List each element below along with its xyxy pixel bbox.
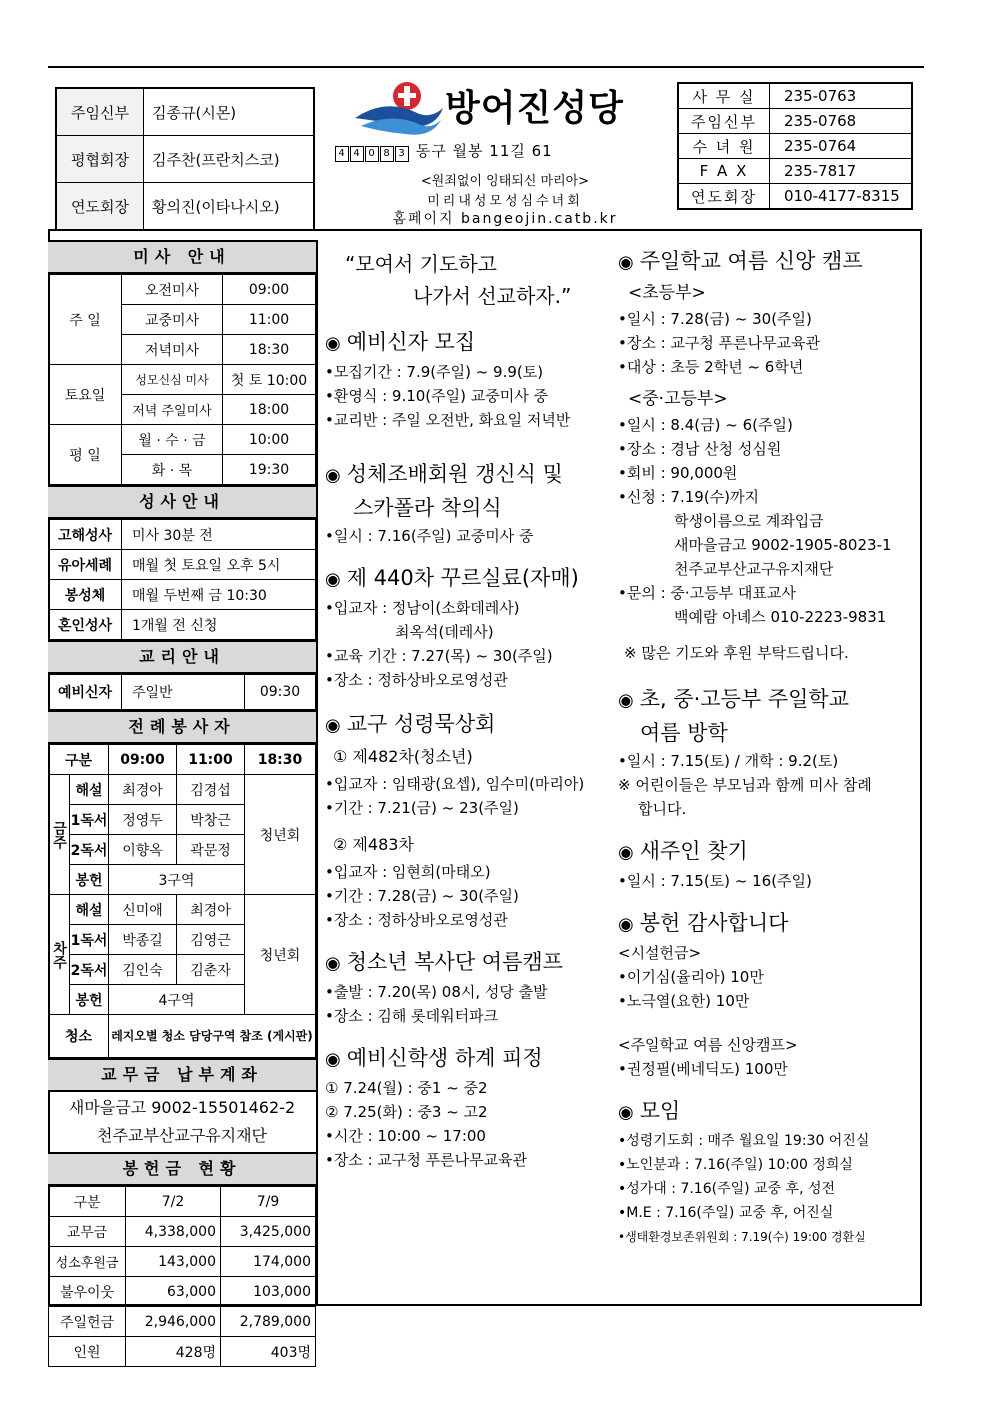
- offer-zone: 4구역: [109, 985, 245, 1015]
- street-address: 동구 월봉 11길 61: [415, 142, 553, 160]
- servers-header: 11:00: [177, 745, 245, 775]
- contact-value: 235-0763: [770, 83, 913, 109]
- clean-label: 청소: [49, 1015, 109, 1058]
- doctrine-time: 09:30: [245, 675, 316, 710]
- text-line: •기간 : 7.28(금) ~ 30(주일): [325, 887, 519, 905]
- server-name: 김춘자: [177, 955, 245, 985]
- bullet-icon: ◉: [325, 1049, 341, 1070]
- text-line: •신청 : 7.19(수)까지: [618, 488, 759, 506]
- text-line: ※ 어린이들은 부모님과 함께 미사 참례: [618, 776, 872, 794]
- server-name: 정영두: [109, 805, 177, 835]
- evening-server: 청년회: [245, 775, 316, 895]
- text-line: <시설헌금>: [618, 944, 702, 962]
- mass-time: 19:30: [223, 455, 316, 485]
- offering-value: 143,000: [126, 1247, 221, 1277]
- text-line: •환영식 : 9.10(주일) 교중미사 중: [325, 387, 548, 405]
- offering-value: 403명: [221, 1337, 316, 1367]
- sacrament-value: 매월 첫 토요일 오후 5시: [122, 550, 316, 580]
- bullet-icon: ◉: [325, 465, 341, 486]
- sacrament-value: 미사 30분 전: [122, 520, 316, 550]
- server-name: 박종길: [109, 925, 177, 955]
- text-line: •문의 : 중·고등부 대표교사: [618, 584, 796, 602]
- offering-label: 불우이웃: [49, 1277, 126, 1307]
- mass-time: 11:00: [223, 305, 316, 335]
- heading-text: 스카폴라 착의식: [353, 496, 502, 520]
- evening-server: 청년회: [245, 895, 316, 1015]
- text-line: •교육 기간 : 7.27(목) ~ 30(주일): [325, 647, 553, 665]
- text-line: 백예람 아녜스 010-2223-9831: [674, 608, 887, 626]
- servers-table: [48, 744, 316, 1058]
- server-name: 이향옥: [109, 835, 177, 865]
- server-name: 박창근: [177, 805, 245, 835]
- text-line: •장소 : 교구청 푸른나무교육관: [325, 1151, 528, 1169]
- bullet-icon: ◉: [325, 715, 341, 736]
- sacrament-label: 혼인성사: [49, 610, 122, 640]
- doctrine-label: 예비신자: [49, 675, 122, 710]
- sacrament-label: 고해성사: [49, 520, 122, 550]
- server-role: 봉헌: [70, 865, 109, 895]
- account-info: [48, 1092, 316, 1152]
- staff-label: 주임신부: [56, 88, 144, 136]
- text-line: •성가대 : 7.16(주일) 교중 후, 성전: [618, 1181, 836, 1197]
- text-line: •일시 : 7.15(토) ~ 16(주일): [618, 872, 812, 890]
- section-heading: [325, 708, 613, 742]
- offering-header: 7/9: [221, 1187, 316, 1217]
- staff-label: 평협회장: [56, 136, 144, 183]
- sub-heading: ① 제482차(청소년): [333, 747, 473, 766]
- contact-label: 수 녀 원: [678, 134, 770, 159]
- server-name: 최경아: [109, 775, 177, 805]
- text-line: ② 7.25(화) : 중3 ~ 고2: [325, 1103, 488, 1121]
- sub-heading: <초등부>: [628, 283, 706, 303]
- offering-label: 성소후원금: [49, 1247, 126, 1277]
- top-rule: [48, 66, 924, 68]
- bullet-icon: ◉: [325, 333, 341, 354]
- bullet-icon: ◉: [325, 569, 341, 590]
- sunday-label: 주 일: [49, 275, 122, 365]
- server-role: 2독서: [70, 955, 109, 985]
- mass-title: 미사 안내: [48, 240, 316, 274]
- sacraments-title: 성사안내: [48, 485, 316, 519]
- server-role: 2독서: [70, 835, 109, 865]
- bullet-icon: ◉: [618, 690, 634, 711]
- text-line: •일시 : 8.4(금) ~ 6(주일): [618, 416, 793, 434]
- mass-time: 10:00: [223, 425, 316, 455]
- server-role: 봉헌: [70, 985, 109, 1015]
- zip-digit: 8: [380, 146, 394, 162]
- server-name: 김영근: [177, 925, 245, 955]
- staff-value: 김종규(시몬): [144, 88, 315, 136]
- offering-value: 63,000: [126, 1277, 221, 1307]
- offering-label: 주일헌금: [49, 1307, 126, 1337]
- offering-header: 구분: [49, 1187, 126, 1217]
- clean-text: 레지오별 청소 담당구역 참조 (게시판): [109, 1015, 316, 1058]
- text-line: •생태환경보존위원회 : 7.19(수) 19:00 경환실: [618, 1230, 866, 1244]
- mass-table: [48, 274, 316, 485]
- server-name: 곽문정: [177, 835, 245, 865]
- text-line: •성령기도회 : 매주 월요일 19:30 어진실: [618, 1133, 870, 1149]
- section-heading: [618, 835, 918, 869]
- staff-table: [55, 87, 315, 231]
- text-line: •입교자 : 임현희(마태오): [325, 863, 491, 881]
- heading-text: 청소년 복사단 여름캠프: [346, 950, 563, 974]
- motto-line: <원죄없이 잉태되신 마리아>: [420, 174, 590, 189]
- offering-value: 174,000: [221, 1247, 316, 1277]
- text-line: •일시 : 7.15(토) / 개학 : 9.2(토): [618, 752, 839, 770]
- mass-name: 저녁미사: [122, 335, 223, 365]
- server-name: 신미애: [109, 895, 177, 925]
- sacrament-value: 매월 두번째 금 10:30: [122, 580, 316, 610]
- next-week-label: 차주: [49, 895, 70, 1015]
- text-line: •장소 : 김해 롯데워터파크: [325, 1007, 499, 1025]
- server-role: 1독서: [70, 925, 109, 955]
- text-line: •권정필(베네딕도) 100만: [618, 1060, 788, 1078]
- heading-text: 예비신자 모집: [346, 330, 476, 354]
- heading-text: 초, 중·고등부 주일학교: [639, 687, 849, 711]
- contact-table: [677, 82, 913, 210]
- contact-value: 010-4177-8315: [770, 184, 913, 210]
- heading-text: 제 440차 꾸르실료(자매): [346, 566, 579, 590]
- contact-label: 사 무 실: [678, 83, 770, 109]
- section-heading: [618, 907, 918, 941]
- server-name: 최경아: [177, 895, 245, 925]
- servers-header: 구분: [49, 745, 109, 775]
- text-line: •대상 : 초등 2학년 ~ 6학년: [618, 358, 804, 376]
- sacrament-label: 유아세례: [49, 550, 122, 580]
- section-heading: [325, 562, 613, 596]
- text-line: •기간 : 7.21(금) ~ 23(주일): [325, 799, 519, 817]
- servers-header: 18:30: [245, 745, 316, 775]
- bullet-icon: ◉: [618, 252, 634, 273]
- bullet-icon: ◉: [618, 842, 634, 863]
- server-role: 해설: [70, 775, 109, 805]
- text-line: •회비 : 90,000원: [618, 464, 738, 482]
- heading-text: 주일학교 여름 신앙 캠프: [639, 249, 863, 273]
- section-heading: [325, 458, 613, 492]
- homepage-link[interactable]: 홈페이지 bangeojin.catb.kr: [392, 211, 618, 227]
- mass-time: 09:00: [223, 275, 316, 305]
- text-line: •모집기간 : 7.9(주일) ~ 9.9(토): [325, 363, 544, 381]
- address: [335, 140, 655, 162]
- text-line: •노인분과 : 7.16(주일) 10:00 정희실: [618, 1157, 853, 1173]
- zip-digit: 3: [395, 146, 409, 162]
- zip-digit: 4: [350, 146, 364, 162]
- section-heading: [618, 245, 918, 279]
- staff-value: 황의진(이타나시오): [144, 183, 315, 231]
- mass-name: 성모신심 미사: [122, 365, 223, 395]
- heading-text: 새주인 찾기: [639, 839, 748, 863]
- section-heading: [325, 326, 613, 360]
- heading-text: 봉헌 감사합니다: [639, 911, 789, 935]
- mass-name: 월 · 수 · 금: [122, 425, 223, 455]
- heading-text: 여름 방학: [640, 721, 728, 745]
- contact-value: 235-0768: [770, 109, 913, 134]
- server-name: 김경섭: [177, 775, 245, 805]
- server-name: 김인숙: [109, 955, 177, 985]
- zip-digit: 4: [335, 146, 349, 162]
- text-line: 새마을금고 9002-1905-8023-1: [674, 536, 892, 554]
- mass-name: 오전미사: [122, 275, 223, 305]
- contact-label: F A X: [678, 159, 770, 184]
- bullet-icon: ◉: [618, 1102, 634, 1123]
- text-line: •M.E : 7.16(주일) 교중 후, 어진실: [618, 1205, 834, 1221]
- text-line: •입교자 : 임태광(요셉), 임수미(마리아): [325, 775, 585, 793]
- text-line: •장소 : 경남 산청 성심원: [618, 440, 782, 458]
- account-holder: 천주교부산교구유지재단: [96, 1126, 268, 1145]
- zip-code: [335, 142, 410, 162]
- sacrament-label: 봉성체: [49, 580, 122, 610]
- text-line: •시간 : 10:00 ~ 17:00: [325, 1127, 486, 1145]
- offering-value: 103,000: [221, 1277, 316, 1307]
- sacrament-value: 1개월 전 신청: [122, 610, 316, 640]
- text-line: •장소 : 정하상바오로영성관: [325, 671, 508, 689]
- section-heading: [618, 683, 918, 717]
- section-heading: [618, 1095, 918, 1129]
- doctrine-table: [48, 674, 316, 710]
- text-line: 천주교부산교구유지재단: [674, 560, 834, 578]
- section-heading: [325, 946, 613, 980]
- contact-label: 연도회장: [678, 184, 770, 210]
- sacraments-table: [48, 519, 316, 640]
- server-role: 1독서: [70, 805, 109, 835]
- offering-label: 교무금: [49, 1217, 126, 1247]
- offering-header: 7/2: [126, 1187, 221, 1217]
- text-line: 최옥석(데레사): [395, 623, 494, 641]
- bullet-icon: ◉: [325, 953, 341, 974]
- text-line: •교리반 : 주일 오전반, 화요일 저녁반: [325, 411, 571, 429]
- servers-header: 09:00: [109, 745, 177, 775]
- doctrine-title: 교리안내: [48, 640, 316, 674]
- offering-value: 2,946,000: [126, 1307, 221, 1337]
- server-role: 해설: [70, 895, 109, 925]
- church-name: 방어진성당: [445, 88, 624, 129]
- text-line: 학생이름으로 계좌입금: [674, 512, 824, 530]
- offer-zone: 3구역: [109, 865, 245, 895]
- weekday-label: 평 일: [49, 425, 122, 485]
- offering-value: 2,789,000: [221, 1307, 316, 1337]
- offering-value: 4,338,000: [126, 1217, 221, 1247]
- heading-text: 성체조배회원 갱신식 및: [346, 462, 563, 486]
- text-line: •이기심(율리아) 10만: [618, 968, 764, 986]
- text-line: •노극열(요한) 10만: [618, 992, 750, 1010]
- quote-line: “모여서 기도하고: [345, 252, 497, 276]
- text-line: •장소 : 정하상바오로영성관: [325, 911, 508, 929]
- quote-line: 나가서 선교하자.”: [413, 284, 572, 308]
- middle-column: [325, 248, 613, 1172]
- offering-value: 428명: [126, 1337, 221, 1367]
- text-line: 합니다.: [638, 800, 687, 818]
- offering-table: [48, 1186, 316, 1367]
- contact-value: 235-0764: [770, 134, 913, 159]
- section-heading: [325, 1042, 613, 1076]
- text-line: •일시 : 7.28(금) ~ 30(주일): [618, 310, 812, 328]
- servers-title: 전례봉사자: [48, 710, 316, 744]
- right-column: [618, 243, 918, 1249]
- text-line: •일시 : 7.16(주일) 교중미사 중: [325, 527, 534, 545]
- zip-digit: 0: [365, 146, 379, 162]
- text-line: •출발 : 7.20(목) 08시, 성당 출발: [325, 983, 548, 1001]
- mass-time: 18:30: [223, 335, 316, 365]
- text-line: •장소 : 교구청 푸른나무교육관: [618, 334, 821, 352]
- mass-time: 18:00: [223, 395, 316, 425]
- motto-line: 미리내성모성심수녀회: [427, 194, 583, 209]
- account-title: 교무금 납부계좌: [48, 1058, 316, 1092]
- offering-label: 인원: [49, 1337, 126, 1367]
- saturday-label: 토요일: [49, 365, 122, 425]
- heading-text: 예비신학생 하계 피정: [346, 1046, 543, 1070]
- heading-text: 교구 성령묵상회: [346, 712, 496, 736]
- sub-heading: <중·고등부>: [628, 389, 728, 409]
- contact-value: 235-7817: [770, 159, 913, 184]
- staff-value: 김주찬(프란치스코): [144, 136, 315, 183]
- left-column: [48, 240, 318, 1361]
- doctrine-name: 주일반: [122, 675, 245, 710]
- bullet-icon: ◉: [618, 914, 634, 935]
- this-week-label: 금주: [49, 775, 70, 895]
- account-number: 새마을금고 9002-15501462-2: [68, 1098, 296, 1117]
- mass-name: 교중미사: [122, 305, 223, 335]
- staff-label: 연도회장: [56, 183, 144, 231]
- sub-heading: ② 제483차: [333, 835, 414, 854]
- offering-title: 봉헌금 현황: [48, 1152, 316, 1186]
- heading-text: 모임: [639, 1099, 681, 1123]
- text-line: ① 7.24(월) : 중1 ~ 중2: [325, 1079, 488, 1097]
- text-line: <주일학교 여름 신앙캠프>: [618, 1036, 798, 1054]
- contact-label: 주임신부: [678, 109, 770, 134]
- offering-value: 3,425,000: [221, 1217, 316, 1247]
- mass-time: 첫 토 10:00: [223, 365, 316, 395]
- mass-name: 저녁 주일미사: [122, 395, 223, 425]
- note-line: ※ 많은 기도와 후원 부탁드립니다.: [624, 644, 849, 662]
- text-line: •입교자 : 정남이(소화데레사): [325, 599, 520, 617]
- mass-name: 화 · 목: [122, 455, 223, 485]
